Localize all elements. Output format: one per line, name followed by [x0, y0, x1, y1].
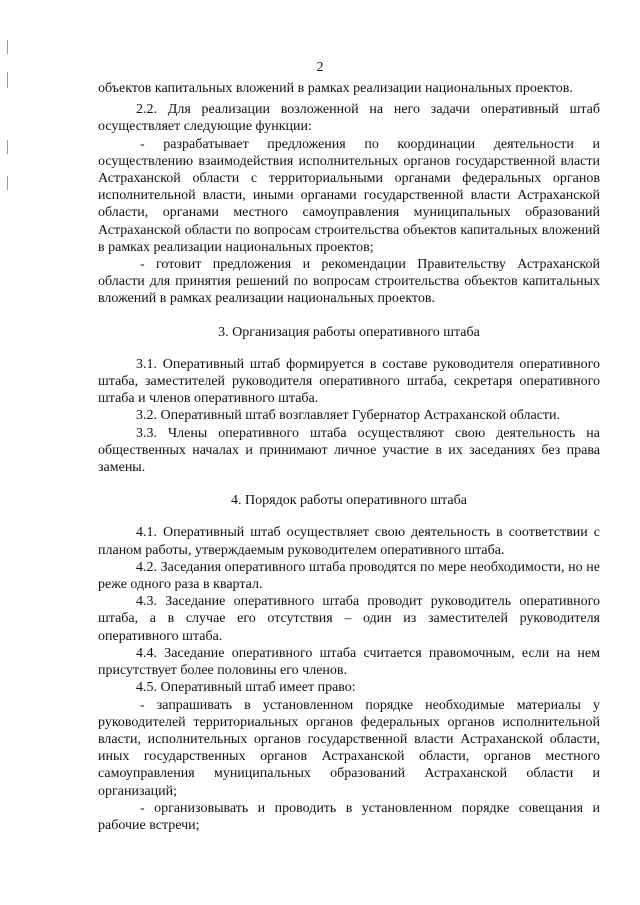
- page-number: 2: [316, 60, 324, 75]
- margin-mark: [7, 176, 8, 190]
- section-heading: 3. Организация работы оперативного штаба: [218, 324, 480, 340]
- document-body: [98, 80, 600, 834]
- paragraph: 3.2. Оперативный штаб возглавляет Губернатор Астраханской области.: [136, 408, 561, 424]
- margin-mark: [7, 40, 8, 54]
- paragraph: - организовывать и проводить в установленном порядке совещания и рабочие встречи;: [98, 800, 600, 833]
- paragraph: объектов капитальных вложений в рамках реализации национальных проектов.: [98, 81, 573, 96]
- paragraph: - разрабатывает предложения по координации деятельности и осуществлению взаимодействия исполнительных органов государственной власти Астраханской области с территориальными органами федеральных органов исполнительной власти, иными органами государственной власти Астраханской области, органами местного самоуправления муниципальных образований Астраханской области по вопросам строительства объектов капитальных вложений в рамках реализации национальных проектов;: [98, 136, 600, 255]
- paragraph: - запрашивать в установленном порядке необходимые материалы у руководителей территориальных органов федеральных органов исполнительной власти, исполнительных органов государственной власти Астраханской области, иных государственных органов Астраханской области, органов местного самоуправления муниципальных образований Астраханской области и организаций;: [98, 697, 600, 799]
- paragraph: 4.5. Оперативный штаб имеет право:: [136, 680, 356, 696]
- paragraph: 3.3. Члены оперативного штаба осуществляют свою деятельность на общественных началах и принимают личное участие в их заседаниях без права замены.: [98, 425, 600, 476]
- paragraph: 4.4. Заседание оперативного штаба считается правомочным, если на нем присутствует более половины его членов.: [98, 645, 600, 679]
- paragraph: 4.1. Оперативный штаб осуществляет свою деятельность в соответствии с планом работы, утверждаемым руководителем оперативного штаба.: [98, 525, 600, 558]
- paragraph: - готовит предложения и рекомендации Правительству Астраханской области для принятия решений по вопросам строительства объектов капитальных вложений в рамках реализации национальных проектов.: [98, 257, 600, 307]
- margin-mark: [7, 140, 8, 154]
- paragraph: 4.3. Заседание оперативного штаба проводит руководитель оперативного штаба, а в случае его отсутствия – один из заместителей руководителя оперативного штаба.: [98, 594, 600, 644]
- paragraph: 2.2. Для реализации возложенной на него задачи оперативный штаб осуществляет следующие функции:: [98, 102, 600, 135]
- paragraph: 4.2. Заседания оперативного штаба проводятся по мере необходимости, но не реже одного раза в квартал.: [98, 559, 600, 593]
- paragraph: 3.1. Оперативный штаб формируется в составе руководителя оперативного штаба, заместителей руководителя оперативного штаба, секретаря оперативного штаба и членов оперативного штаба.: [98, 356, 600, 407]
- section-heading: 4. Порядок работы оперативного штаба: [231, 493, 467, 509]
